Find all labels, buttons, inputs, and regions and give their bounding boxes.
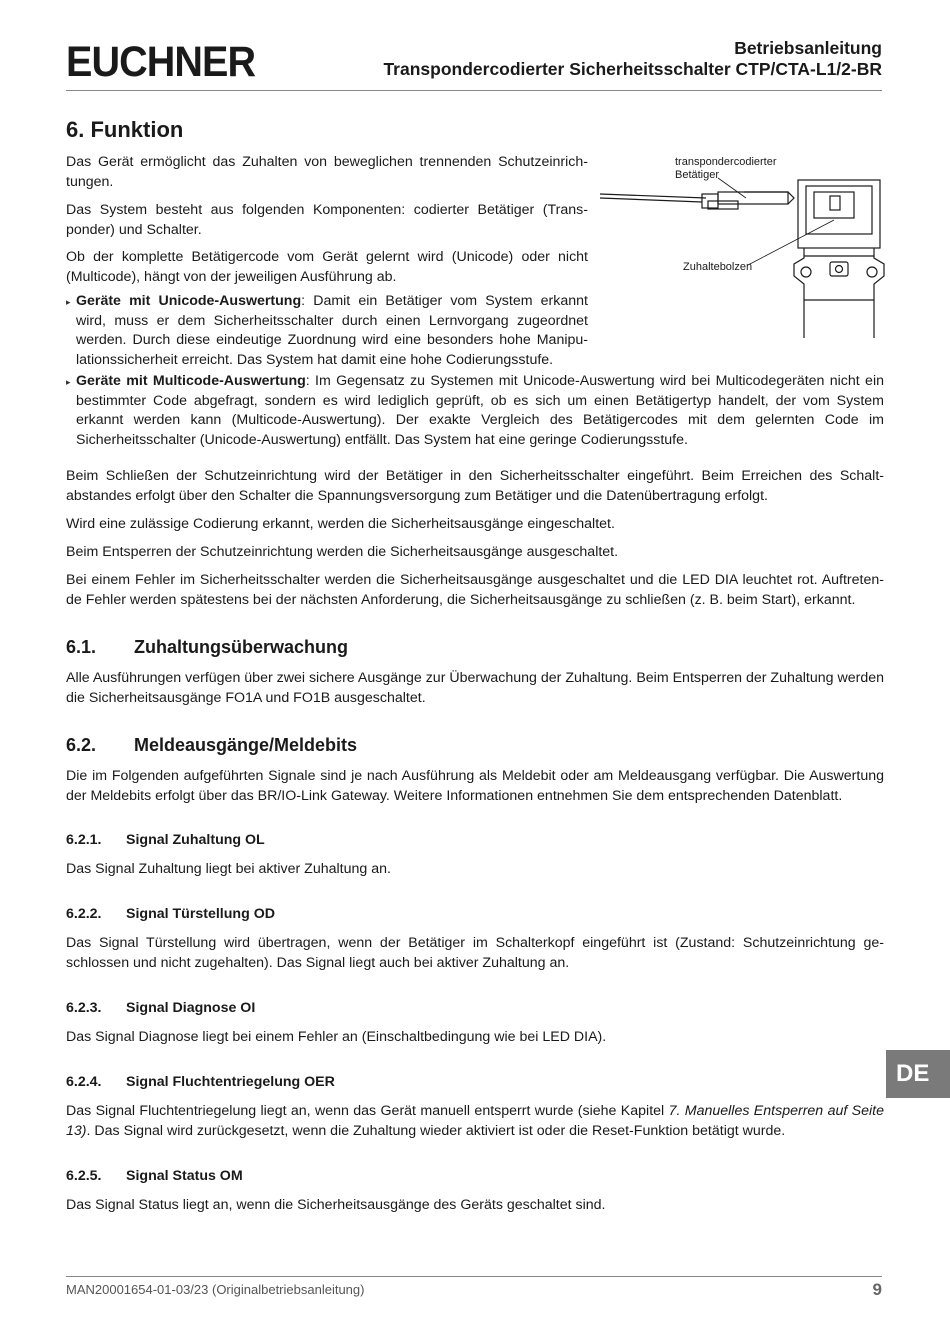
document-header	[383, 38, 882, 80]
section-title: Zuhaltungsüberwachung	[134, 637, 348, 657]
paragraph-1: Das Gerät ermöglicht das Zuhalten von beweglichen trennenden Schutzeinrich-tungen.	[66, 154, 588, 190]
bullet-multicode-title: Geräte mit Multicode-Auswertung	[76, 373, 306, 389]
section-6-2-4-text	[66, 1102, 884, 1141]
section-6-2-2-heading	[66, 906, 275, 922]
bullet-unicode-title: Geräte mit Unicode-Auswertung	[76, 293, 302, 309]
section-6-2-heading	[66, 735, 357, 756]
header-line-2: Transpondercodierter Sicherheitsschalter CTP/CTA-L1/2-BR	[383, 59, 882, 79]
text-part: Das Signal Fluchtentriegelung liegt an, wenn das Gerät manuell entsperrt wurde (siehe Kapitel	[66, 1103, 669, 1119]
paragraph-6: Beim Entsperren der Schutzeinrichtung werden die Sicherheitsausgänge ausgeschaltet.	[66, 544, 619, 560]
section-6-2-5-text: Das Signal Status liegt an, wenn die Sicherheitsausgänge des Geräts geschaltet sind.	[66, 1197, 606, 1213]
section-6-2-3-text: Das Signal Diagnose liegt bei einem Fehler an (Einschaltbedingung wie bei LED DIA).	[66, 1029, 607, 1045]
section-title: Meldeausgänge/Meldebits	[134, 735, 358, 755]
section-6-2-4-heading	[66, 1074, 335, 1090]
section-6-2-3-heading	[66, 1000, 255, 1016]
section-number: 6.2.2.	[66, 906, 102, 922]
section-6-2-text: Die im Folgenden aufgeführten Signale sind je nach Ausführung als Meldebit oder am Meldeausgang verfügbar. Die Auswertung der Meldebits erfolgt über das BR/IO-Link Gateway. Weitere Informationen entnehmen Sie dem entsprechenden Datenblatt.	[66, 768, 884, 804]
device-figure	[598, 152, 888, 372]
section-number: 6.2.1.	[66, 832, 102, 848]
bullet-unicode	[66, 292, 588, 370]
section-6-2-1-heading	[66, 832, 265, 848]
bullet-arrow-icon: ▸	[66, 377, 71, 387]
paragraph-7: Bei einem Fehler im Sicherheitsschalter werden die Sicherheitsausgänge ausgeschaltet und die LED DIA leuchtet rot. Auftreten-de Fehler werden spätestens bei der nächsten Anforderung, die Sicherheitsausgänge zu schließen (z. B. beim Start), erkannt.	[66, 572, 884, 608]
section-number: 6.2.5.	[66, 1168, 102, 1184]
section-number: 6.2.3.	[66, 1000, 102, 1016]
bullet-unicode-text: : Damit ein Betätiger vom System erkannt wird, muss er dem Sicherheitsschalter durch einen Lernvorgang zugeordnet werden. Durch diese eindeutige Zuordnung wird eine besonders hohe Manipu-lationssicherheit erreicht. Das System hat damit eine hohe Codierungsstufe.	[76, 293, 588, 368]
text-part: . Das Signal wird zurückgesetzt, wenn die Zuhaltung wieder aktiviert ist oder die Reset-Funktion betätigt wurde.	[86, 1122, 786, 1139]
section-title: Signal Status OM	[126, 1168, 243, 1184]
language-tab: DE	[886, 1050, 950, 1098]
paragraph-4: Beim Schließen der Schutzeinrichtung wird der Betätiger in den Sicherheitsschalter eingeführt. Beim Erreichen des Schalt-abstandes erfolgt über den Schalter die Spannungsversorgung zum Betätiger und die Datenübertragung erfolgt.	[66, 468, 884, 504]
section-6-2-1-text: Das Signal Zuhaltung liegt bei aktiver Zuhaltung an.	[66, 861, 391, 877]
section-6-1-text: Alle Ausführungen verfügen über zwei sichere Ausgänge zur Überwachung der Zuhaltung. Beim Entsperren der Zuhaltung werden die Sicherheitsausgänge FO1A und FO1B ausgeschaltet.	[66, 670, 884, 706]
section-number: 6.2.	[66, 735, 97, 755]
bullet-multicode	[66, 372, 884, 450]
page-number: 9	[872, 1280, 882, 1299]
bullet-multicode-text: : Im Gegensatz zu Systemen mit Unicode-Auswertung wird bei Multicodegeräten nicht ein bestimmter Code abgefragt, sondern es wird lediglich geprüft, ob es sich um einen Betätigertyp handelt, der vom System erkannt werden kann (Multicode-Auswertung). Der exakte Vergleich des Betätigercodes mit dem gelernten Code im Sicherheitsschalter (Unicode-Auswertung) entfällt. Das System hat eine geringe Codierungsstufe.	[76, 373, 884, 448]
header-divider	[66, 90, 882, 91]
section-title: Signal Türstellung OD	[126, 906, 275, 922]
footer-doc-number: MAN20001654-01-03/23 (Originalbetriebsanleitung)	[66, 1282, 365, 1297]
paragraph-2: Das System besteht aus folgenden Komponenten: codierter Betätiger (Trans-ponder) und Schalter.	[66, 202, 588, 238]
label-actuator: transpondercodierter Betätiger	[675, 156, 777, 181]
euchner-logo: EUCHNER	[66, 38, 256, 86]
label-bolt: Zuhaltebolzen	[683, 261, 753, 273]
section-6-1-heading	[66, 637, 348, 658]
bullet-arrow-icon: ▸	[66, 297, 71, 307]
section-6-title: 6. Funktion	[66, 117, 184, 142]
paragraph-5: Wird eine zulässige Codierung erkannt, werden die Sicherheitsausgänge eingeschaltet.	[66, 516, 615, 532]
chapter-reference-link[interactable]: 7. Manuelles Entsperren auf Seite 13)	[66, 1103, 884, 1139]
section-title: Signal Diagnose OI	[126, 1000, 256, 1016]
paragraph-3: Ob der komplette Betätigercode vom Gerät gelernt wird (Unicode) oder nicht (Multicode), hängt von der jeweiligen Ausführung ab.	[66, 249, 588, 285]
section-6-2-2-text: Das Signal Türstellung wird übertragen, wenn der Betätiger im Schalterkopf eingeführt ist (Zustand: Schutzeinrichtung ge-schlossen und nicht zugehalten). Das Signal liegt auch bei aktiver Zuhaltung an.	[66, 935, 884, 971]
section-number: 6.2.4.	[66, 1074, 102, 1090]
footer-divider	[66, 1276, 882, 1277]
header-line-1: Betriebsanleitung	[734, 38, 882, 58]
section-title: Signal Zuhaltung OL	[126, 832, 265, 848]
section-6-2-5-heading	[66, 1168, 243, 1184]
section-title: Signal Fluchtentriegelung OER	[126, 1074, 335, 1090]
section-number: 6.1.	[66, 637, 97, 657]
